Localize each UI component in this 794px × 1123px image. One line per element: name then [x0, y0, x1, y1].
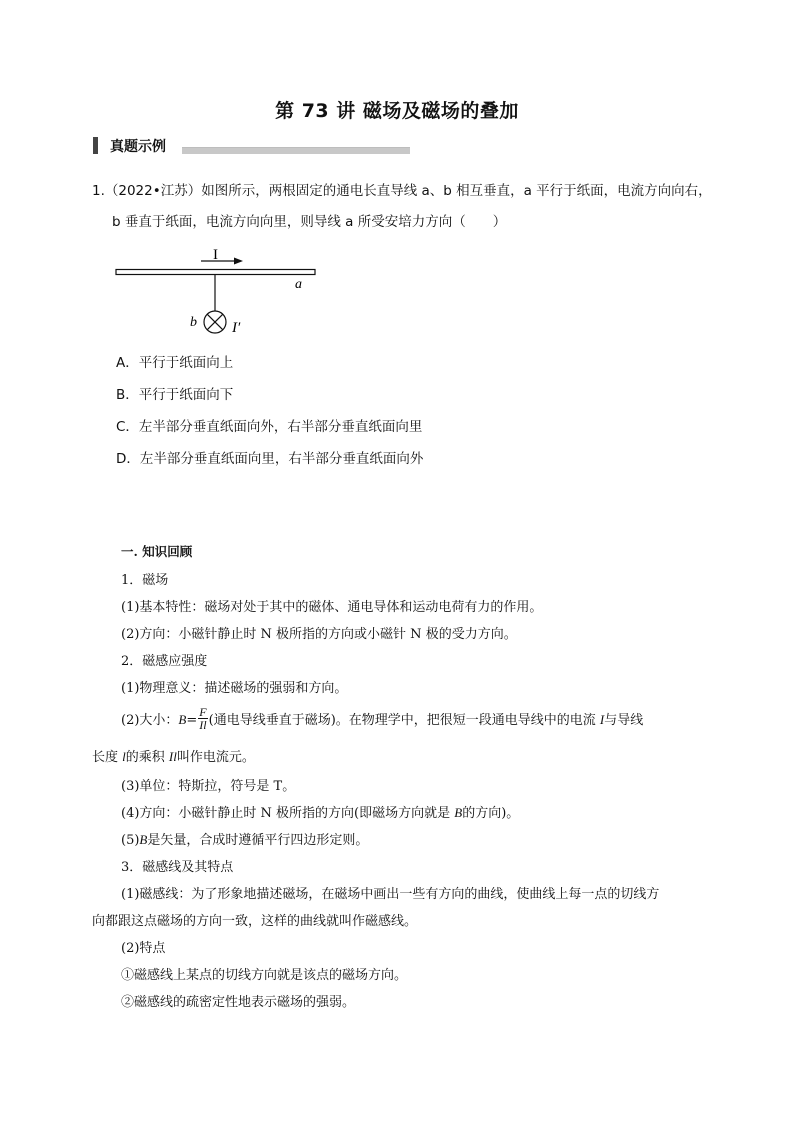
page-title: 第 73 讲 磁场及磁场的叠加 [275, 100, 519, 122]
knowledge-s1: 1．磁场 [121, 573, 169, 588]
current-a-label: I [213, 247, 218, 263]
knowledge-s2-2-line1: (2)大小：B= $\frac{F}{Il}$ (通电导线垂直于磁场)。在物理学中，把很短一段通电导线中的电流 I与导线 [121, 705, 644, 732]
formula-fraction: $\frac{F}{Il}$ [199, 705, 207, 732]
knowledge-s2: 2．磁感应强度 [121, 654, 208, 669]
knowledge-s3-1-line1: (1)磁感线：为了形象地描述磁场，在磁场中画出一些有方向的曲线，使曲线上每一点的切线方 [121, 887, 660, 902]
wire-b-label: b [190, 315, 197, 330]
option-c[interactable]: C．左半部分垂直纸面向外，右半部分垂直纸面向里 [116, 419, 423, 435]
option-a[interactable]: A．平行于纸面向上 [116, 355, 234, 371]
wire-a-label: a [295, 277, 302, 292]
section-rule [182, 147, 410, 154]
question-stem-line2: b 垂直于纸面，电流方向向里，则导线 a 所受安培力方向（ ） [112, 214, 507, 230]
option-b[interactable]: B．平行于纸面向下 [116, 387, 234, 403]
wire-a [116, 270, 315, 275]
knowledge-s3-2: (2)特点 [121, 941, 166, 956]
knowledge-s2-2-line2: 长度 l的乘积 Il叫作电流元。 [92, 749, 255, 765]
section-marker [93, 137, 98, 154]
option-d[interactable]: D．左半部分垂直纸面向里，右半部分垂直纸面向外 [116, 451, 424, 467]
knowledge-s3-1-line2: 向都跟这点磁场的方向一致，这样的曲线就叫作磁感线。 [92, 914, 418, 929]
knowledge-s3-2-1: ①磁感线上某点的切线方向就是该点的磁场方向。 [121, 968, 408, 983]
question-stem-line1: 1.（2022•江苏）如图所示，两根固定的通电长直导线 a、b 相互垂直，a 平行于纸面，电流方向向右， [92, 183, 712, 199]
wire-figure [105, 240, 335, 340]
section-header: 真题示例 [110, 139, 166, 155]
knowledge-s2-4: (4)方向：小磁针静止时 N 极所指的方向(即磁场方向就是 B的方向)。 [121, 805, 520, 821]
knowledge-s2-3: (3)单位：特斯拉，符号是 T。 [121, 779, 296, 794]
knowledge-s1-1: (1)基本特性：磁场对处于其中的磁体、通电导体和运动电荷有力的作用。 [121, 600, 543, 615]
knowledge-s2-1: (1)物理意义：描述磁场的强弱和方向。 [121, 681, 348, 696]
knowledge-s3-2-2: ②磁感线的疏密定性地表示磁场的强弱。 [121, 995, 356, 1010]
knowledge-s1-2: (2)方向：小磁针静止时 N 极所指的方向或小磁针 N 极的受力方向。 [121, 627, 517, 642]
current-b-label: I′ [232, 320, 241, 336]
arrow-head-icon [234, 258, 243, 265]
knowledge-s3: 3．磁感线及其特点 [121, 860, 234, 875]
knowledge-heading: 一. 知识回顾 [121, 544, 193, 559]
knowledge-s2-5: (5)B是矢量，合成时遵循平行四边形定则。 [121, 832, 369, 848]
